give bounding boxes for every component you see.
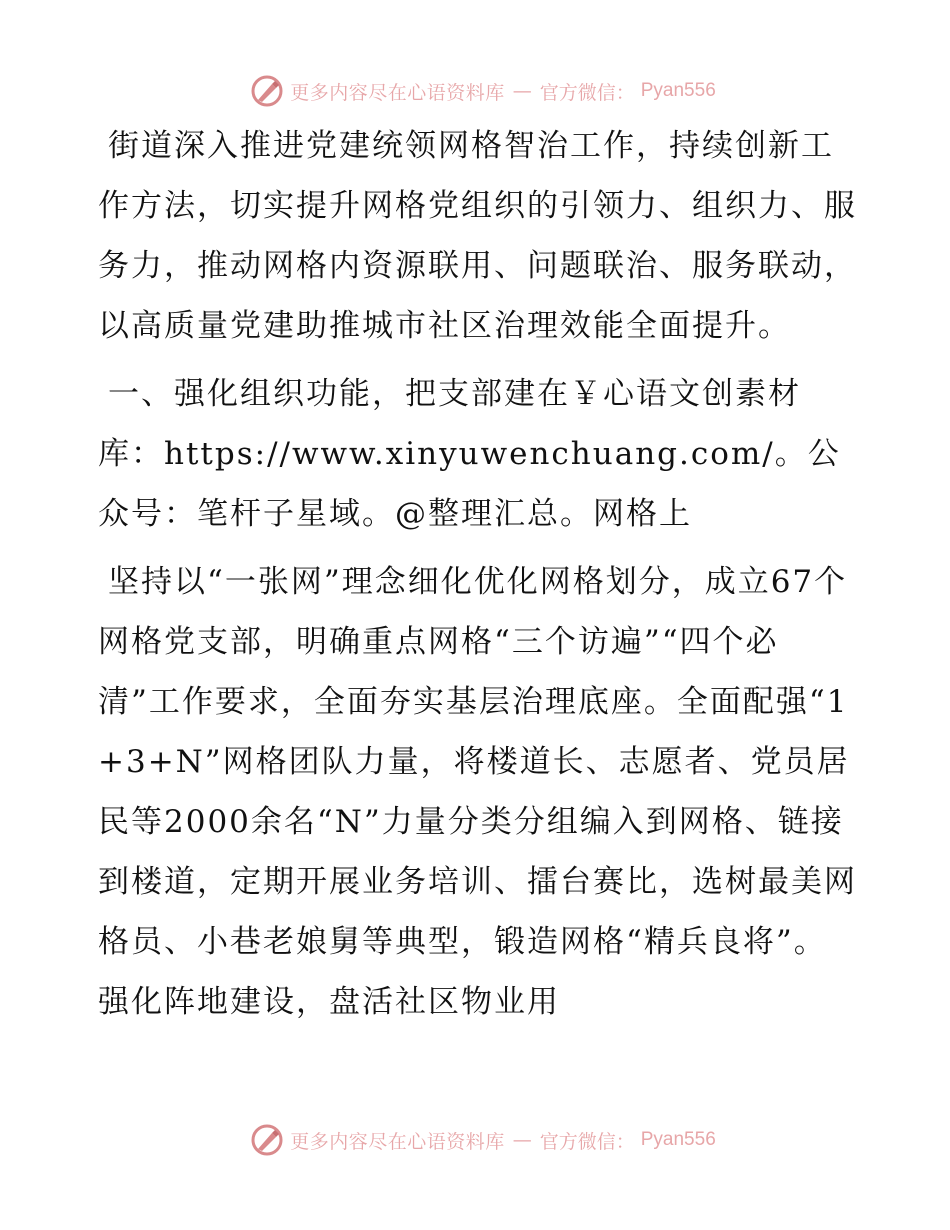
watermark-wechat-id: Pyan556 [640,80,716,101]
document-body [98,116,858,1040]
body-paragraph: 坚持以“一张网”理念细化优化网格划分，成立67个网格党支部，明确重点网格“三个访遍”“四个必清”工作要求，全面夯实基层治理底座。全面配强“1+3+N”网格团队力量，将楼道长、志愿者、党员居民等2000余名“N”力量分类分组编入到网格、链接到楼道，定期开展业务培训、擂台赛比，选树最美网格员、小巷老娘舅等典型，锻造网格“精兵良将”。强化阵地建设，盘活社区物业用 [98,564,857,1020]
watermark-dash: — [512,80,532,102]
pen-logo-icon [250,1123,284,1157]
watermark-official-label: 官方微信： [539,1130,635,1153]
watermark-wechat-id: Pyan556 [640,1129,716,1150]
watermark-dash: — [512,1129,532,1151]
section-heading: 一、强化组织功能，把支部建在￥心语文创素材库：https://www.xinyuwenchuang.com/。公众号：笔杆子星域。@整理汇总。网格上 [98,376,841,532]
pen-logo-icon [250,74,284,108]
header-watermark [0,71,950,111]
intro-paragraph: 街道深入推进党建统领网格智治工作，持续创新工作方法，切实提升网格党组织的引领力、组织力、服务力，推动网格内资源联用、问题联治、服务联动，以高质量党建助推城市社区治理效能全面提升。 [98,128,857,344]
footer-watermark [0,1120,950,1160]
watermark-brand-text: 更多内容尽在心语资料库 [290,1130,505,1153]
watermark-brand-text: 更多内容尽在心语资料库 [290,81,505,104]
watermark-official-label: 官方微信： [539,81,635,104]
